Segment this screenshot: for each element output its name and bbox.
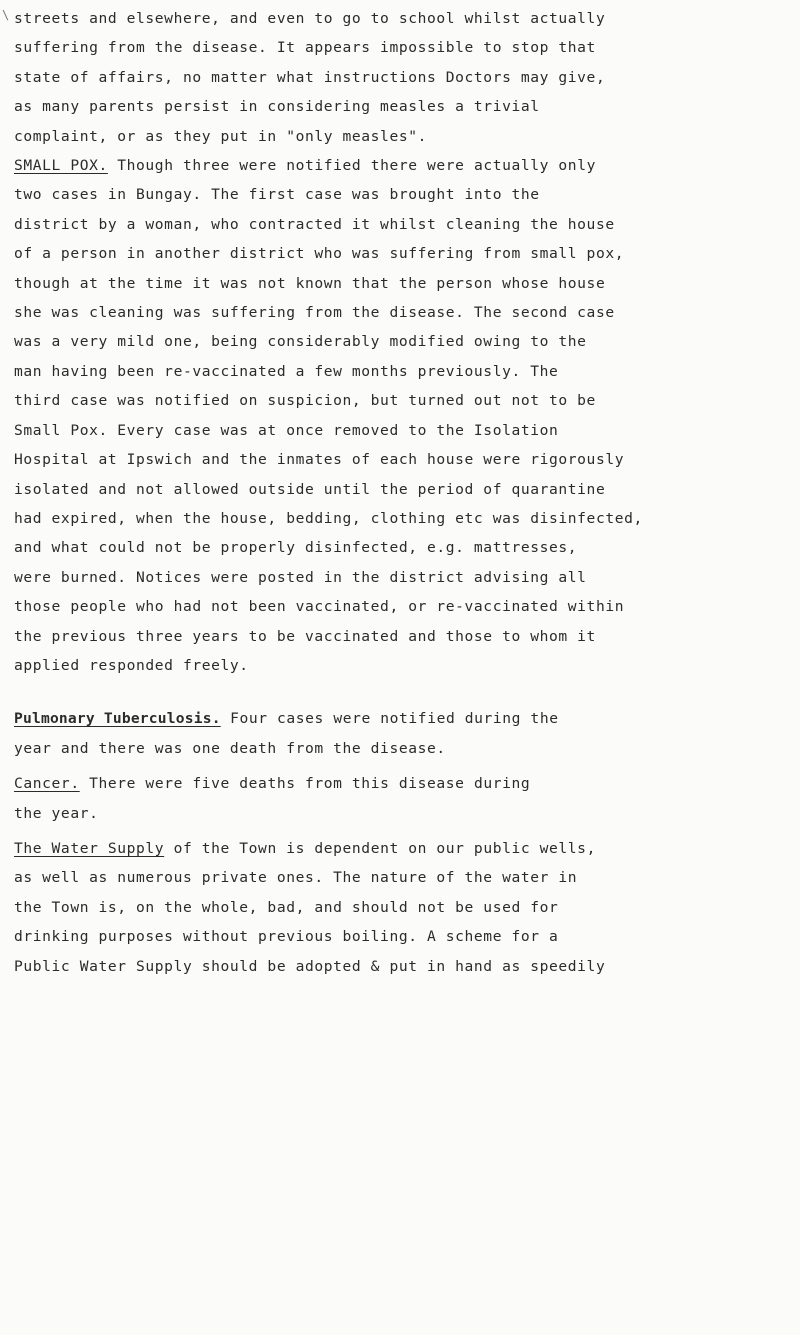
- text-line: was a very mild one, being considerably modified owing to the: [14, 333, 587, 351]
- text-line: [14, 769, 782, 798]
- text-line: Small Pox. Every case was at once removed to the Isolation: [14, 421, 559, 439]
- text-line: isolated and not allowed outside until the period of quarantine: [14, 480, 606, 498]
- text-line: of a person in another district who was suffering from small pox,: [14, 245, 625, 263]
- text-line-body: Though three were notified there were actually only: [117, 157, 596, 175]
- water-supply-paragraph: [14, 834, 782, 981]
- text-line: two cases in Bungay. The first case was brought into the: [14, 186, 540, 204]
- text-line: she was cleaning was suffering from the disease. The second case: [14, 304, 615, 322]
- text-line: streets and elsewhere, and even to go to school whilst actually: [14, 10, 606, 27]
- text-line: as many parents persist in considering measles a trivial: [14, 98, 540, 116]
- text-line: [14, 704, 782, 733]
- text-line: man having been re-vaccinated a few months previously. The: [14, 362, 559, 380]
- text-line: state of affairs, no matter what instructions Doctors may give,: [14, 68, 606, 86]
- text-line: year and there was one death from the disease.: [14, 739, 446, 757]
- text-line: suffering from the disease. It appears impossible to stop that: [14, 39, 596, 57]
- small-pox-paragraph: [14, 151, 782, 680]
- text-line: the previous three years to be vaccinated and those to whom it: [14, 627, 596, 645]
- paragraph-gap: [14, 680, 782, 704]
- text-line: third case was notified on suspicion, but turned out not to be: [14, 392, 596, 410]
- text-line: applied responded freely.: [14, 656, 249, 674]
- text-line: [14, 151, 782, 180]
- text-line: the Town is, on the whole, bad, and should not be used for: [14, 898, 559, 916]
- text-line: drinking purposes without previous boiling. A scheme for a: [14, 928, 559, 946]
- text-line: [14, 834, 782, 863]
- cancer-paragraph: [14, 769, 782, 828]
- text-line: those people who had not been vaccinated, or re-vaccinated within: [14, 598, 625, 616]
- text-line: complaint, or as they put in "only measles".: [14, 127, 427, 145]
- text-line: Hospital at Ipswich and the inmates of each house were rigorously: [14, 451, 625, 469]
- text-line-body: Four cases were notified during the: [230, 710, 559, 728]
- small-pox-heading: SMALL POX.: [14, 157, 108, 175]
- tuberculosis-heading: Pulmonary Tuberculosis.: [14, 710, 221, 728]
- text-line: as well as numerous private ones. The nature of the water in: [14, 869, 578, 887]
- cancer-heading: Cancer.: [14, 775, 80, 793]
- text-line-body: There were five deaths from this disease during: [89, 775, 531, 793]
- measles-paragraph: [14, 4, 782, 151]
- text-line: had expired, when the house, bedding, clothing etc was disinfected,: [14, 509, 643, 527]
- text-line: the year.: [14, 804, 99, 822]
- text-line-body: of the Town is dependent on our public wells,: [173, 839, 596, 857]
- text-line: district by a woman, who contracted it whilst cleaning the house: [14, 215, 615, 233]
- margin-mark: \: [2, 8, 10, 22]
- tuberculosis-paragraph: [14, 704, 782, 763]
- text-line: Public Water Supply should be adopted & put in hand as speedily: [14, 957, 606, 975]
- text-line: though at the time it was not known that the person whose house: [14, 274, 606, 292]
- water-supply-heading: The Water Supply: [14, 839, 165, 857]
- text-line: and what could not be properly disinfected, e.g. mattresses,: [14, 539, 578, 557]
- text-line: were burned. Notices were posted in the district advising all: [14, 568, 587, 586]
